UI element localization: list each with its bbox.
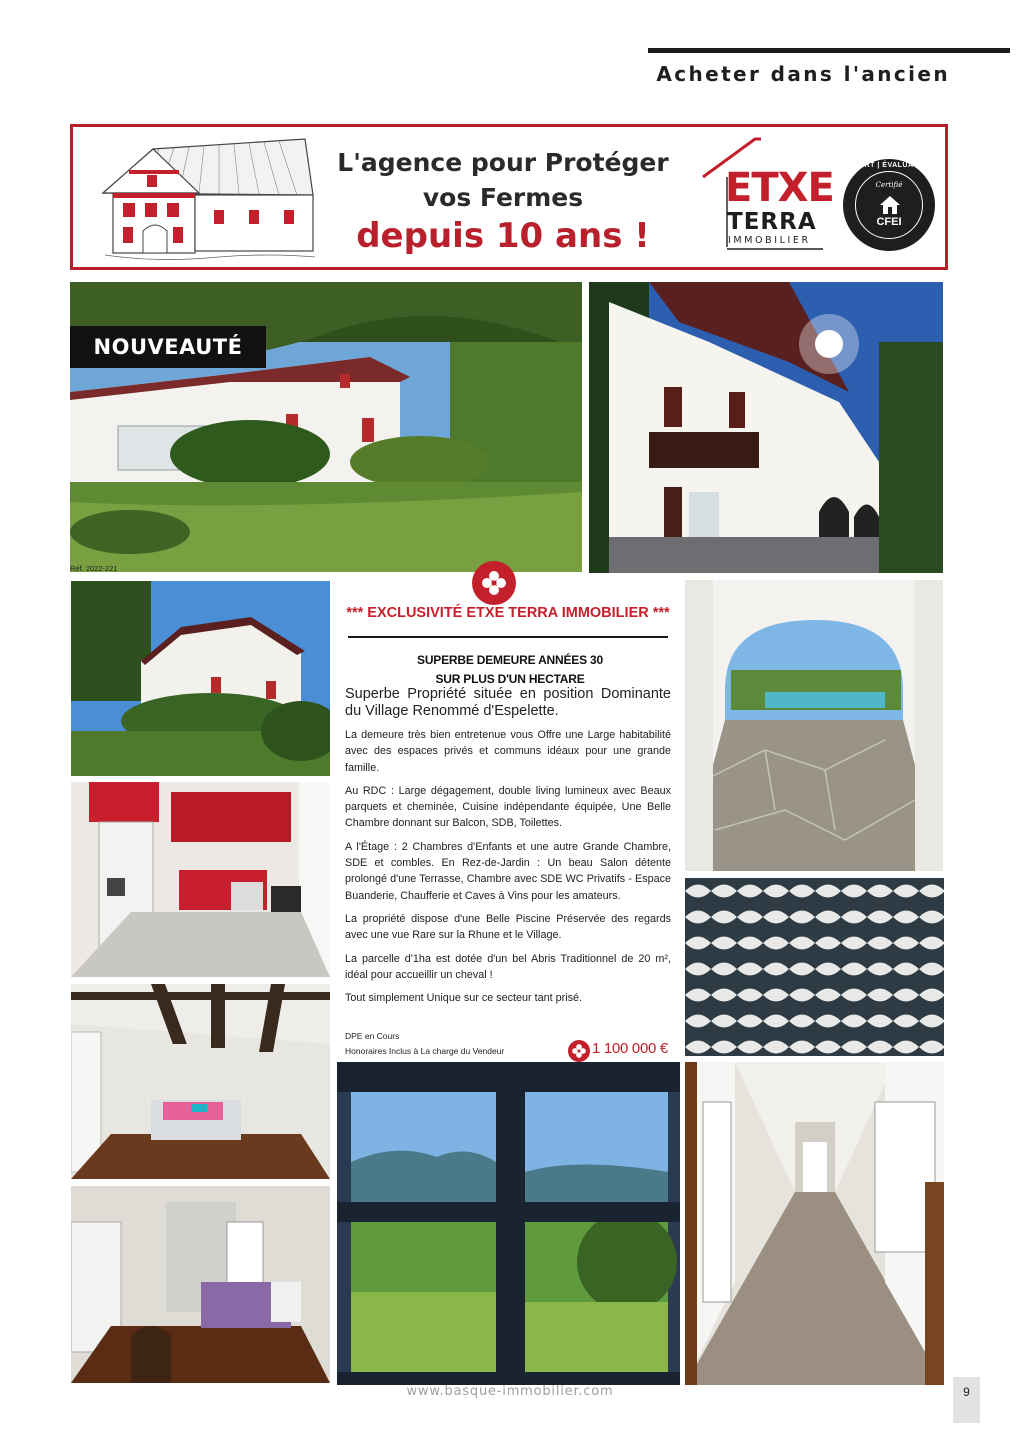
price-logo: [568, 1040, 590, 1062]
photo-tile-mosaic: [685, 878, 944, 1056]
photo-house-side: [71, 581, 330, 776]
headline-line-2: SUR PLUS D'UN HECTARE: [435, 672, 585, 686]
photo-bedroom-beams: [71, 984, 330, 1179]
basque-cross-icon: [480, 569, 508, 597]
section-title: Acheter dans l'ancien: [656, 62, 950, 86]
logo-word-terra: TERRA: [727, 209, 817, 235]
basque-cross-logo: [472, 561, 516, 605]
description-paragraph: A l'Étage : 2 Chambres d'Enfants et une autre Grande Chambre, SDE et combles. En Rez-de-Jardin : Un beau Salon détente prolongé d'une Terrasse, Chambre avec SDE WC Privatifs - Espace Buanderie, Chaufferie et Caves à Vins pour les amateurs.: [345, 840, 671, 902]
website-url[interactable]: www.basque-immobilier.com: [406, 1384, 614, 1399]
new-listing-badge: NOUVEAUTÉ: [70, 326, 266, 368]
photo-arch-terrace: [685, 580, 943, 871]
description-paragraph: Tout simplement Unique sur ce secteur tant prisé.: [345, 992, 583, 1005]
photo-hallway: [685, 1062, 944, 1385]
etxe-terra-logo: [701, 137, 834, 261]
page-number: 9: [963, 1385, 970, 1399]
listing-price: 1 100 000 €: [592, 1040, 668, 1057]
page-number-tab: [953, 1377, 980, 1423]
photo-facade-balcony: [589, 282, 943, 573]
listing-description: [345, 727, 671, 1013]
description-paragraph: La demeure très bien entretenue vous Offre une Large habitabilité avec des espaces privés et communs idéaux pour une grande famille.: [345, 729, 671, 774]
description-paragraph: La parcelle d'1ha est dotée d'un bel Abris Traditionnel de 20 m², idéal pour accueillir un cheval !: [345, 952, 671, 981]
seal-name: CFEI: [876, 216, 902, 228]
energy-rating-note: DPE en Cours: [345, 1031, 400, 1041]
logo-word-immobilier: IMMOBILIER: [728, 235, 811, 246]
slogan-line-1: L'agence pour Protéger: [337, 148, 669, 177]
banner-slogan: [323, 145, 683, 256]
farmhouse-illustration: [99, 135, 321, 263]
description-paragraph: La propriété dispose d'une Belle Piscine Préservée des regards avec une vue Rare sur la Rhune et le Village.: [345, 912, 671, 942]
slogan-line-2: vos Fermes: [422, 183, 584, 212]
headline-line-1: SUPERBE DEMEURE ANNÉES 30: [417, 653, 603, 667]
slogan-highlight: depuis 10 ans !: [356, 216, 650, 256]
exclusive-heading: *** EXCLUSIVITÉ ETXE TERRA IMMOBILIER ***: [346, 605, 670, 621]
house-icon: [879, 195, 901, 215]
seal-top-text: EXPERT | ÉVALUATEUR: [843, 162, 935, 169]
listing-reference: Réf. 2022-221: [70, 564, 118, 573]
photo-kitchen: [71, 782, 330, 977]
photo-window-view: [337, 1062, 680, 1385]
logo-word-etxe: ETXE: [725, 165, 834, 211]
cfei-certification-seal: [843, 159, 935, 251]
subheadline-line-1: Superbe Propriété située en position Dominante: [345, 686, 671, 702]
description-paragraph: Au RDC : Large dégagement, double living lumineux avec Beaux parquets et cheminée, Cuisine indépendante équipée, Une Belle Chambre donnant sur Balcon, SDB, Toilettes.: [345, 784, 671, 830]
header-rule: [648, 48, 1010, 53]
heading-rule: [348, 636, 668, 638]
photo-bedroom-window: [71, 1186, 330, 1383]
basque-cross-icon: [571, 1043, 587, 1059]
agency-banner: [70, 124, 948, 270]
fees-note: Honoraires Inclus à La charge du Vendeur: [345, 1046, 505, 1056]
seal-certified-text: Certifié: [875, 181, 903, 189]
subheadline-line-2: du Village Renommé d'Espelette.: [345, 703, 559, 719]
